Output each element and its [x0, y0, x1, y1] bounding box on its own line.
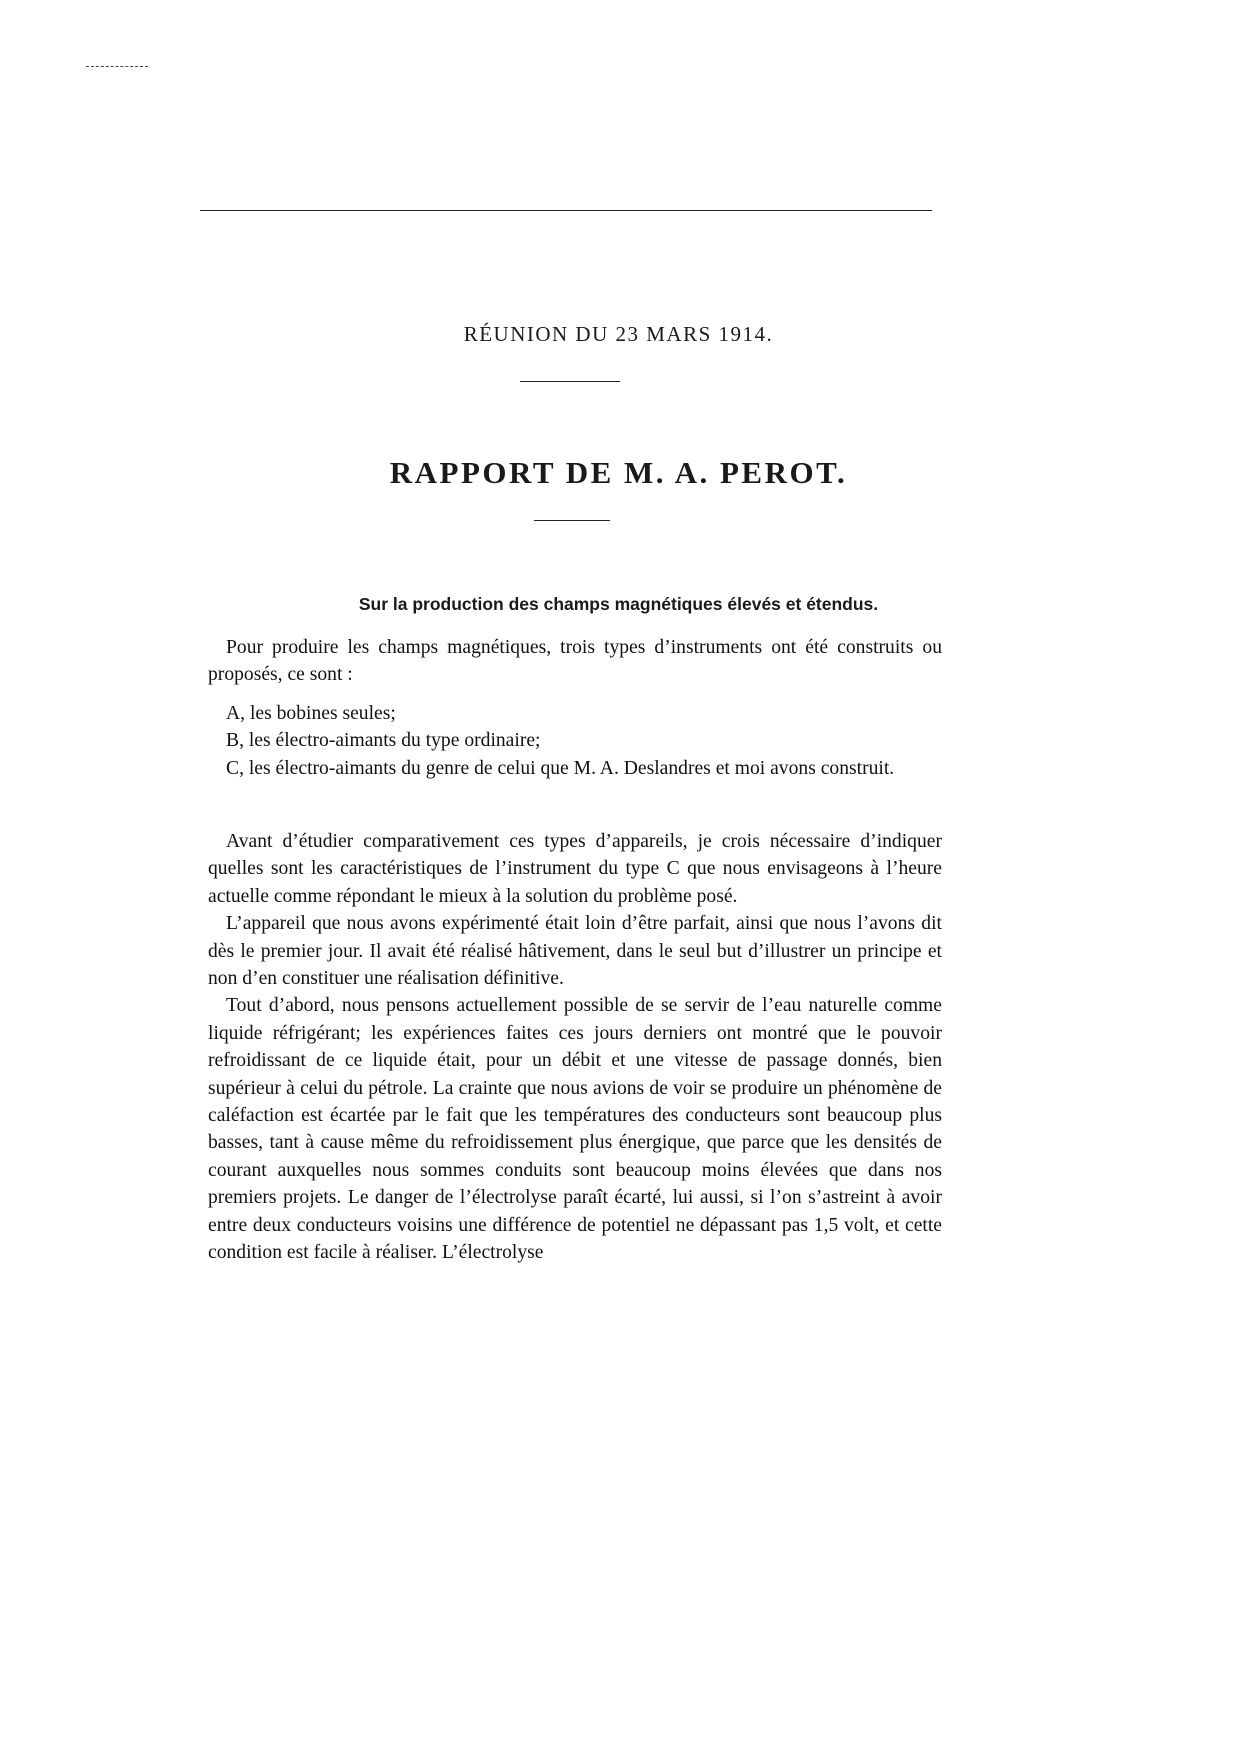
- meeting-date: RÉUNION DU 23 MARS 1914.: [463, 322, 774, 346]
- instrument-type-list: [208, 700, 942, 782]
- paragraph: L’appareil que nous avons expérimenté était loin d’être parfait, ainsi que nous l’avons dit dès le premier jour. Il avait été réalisé hâtivement, dans le seul but d’illustrer un principe et non d’en constituer une réalisation définitive.: [208, 913, 942, 990]
- main-body: [208, 828, 942, 1267]
- paragraph: Avant d’étudier comparativement ces types d’appareils, je crois nécessaire d’indiquer quelles sont les caractéristiques de l’instrument du type C que nous envisageons à l’heure actuelle comme répondant le mieux à la solution du problème posé.: [208, 831, 942, 907]
- list-item-text: B, les électro-aimants du type ordinaire;: [226, 730, 541, 752]
- list-item: [208, 755, 942, 782]
- separator-rule-1: [520, 381, 620, 382]
- subtitle: Sur la production des champs magnétiques élevés et étendus.: [358, 594, 879, 614]
- list-item-text: A, les bobines seules;: [226, 703, 396, 724]
- list-item: [208, 727, 942, 754]
- top-left-mark: [86, 66, 148, 67]
- intro-paragraph: [208, 634, 942, 689]
- list-item-text: C, les électro-aimants du genre de celui que M. A. Deslandres et moi avons construit.: [226, 757, 895, 779]
- header-rule: [200, 210, 932, 211]
- separator-rule-2: [534, 520, 610, 521]
- report-title: RAPPORT DE M. A. PEROT.: [389, 455, 848, 490]
- intro-text: Pour produire les champs magnétiques, trois types d’instruments ont été construits ou proposés, ce sont :: [208, 637, 942, 686]
- list-item: [208, 700, 942, 727]
- paragraph: Tout d’abord, nous pensons actuellement possible de se servir de l’eau naturelle comme liquide réfrigérant; les expériences faites ces jours derniers ont montré que le pouvoir refroidissant de ce liquide était, pour un débit et une vitesse de passage donnés, bien supérieur à celui du pétrole. La crainte que nous avions de voir se produire un phénomène de caléfaction est écartée par le fait que les températures des conducteurs sont beaucoup plus basses, tant à cause même du refroidissement plus énergique, que parce que les densités de courant auxquelles nous sommes conduits sont beaucoup moins élevées que dans nos premiers projets. Le danger de l’électrolyse paraît écarté, lui aussi, si l’on s’astreint à avoir entre deux conducteurs voisins une différence de potentiel ne dépassant pas 1,5 volt, et cette condition est facile à réaliser. L’électrolyse: [208, 995, 942, 1264]
